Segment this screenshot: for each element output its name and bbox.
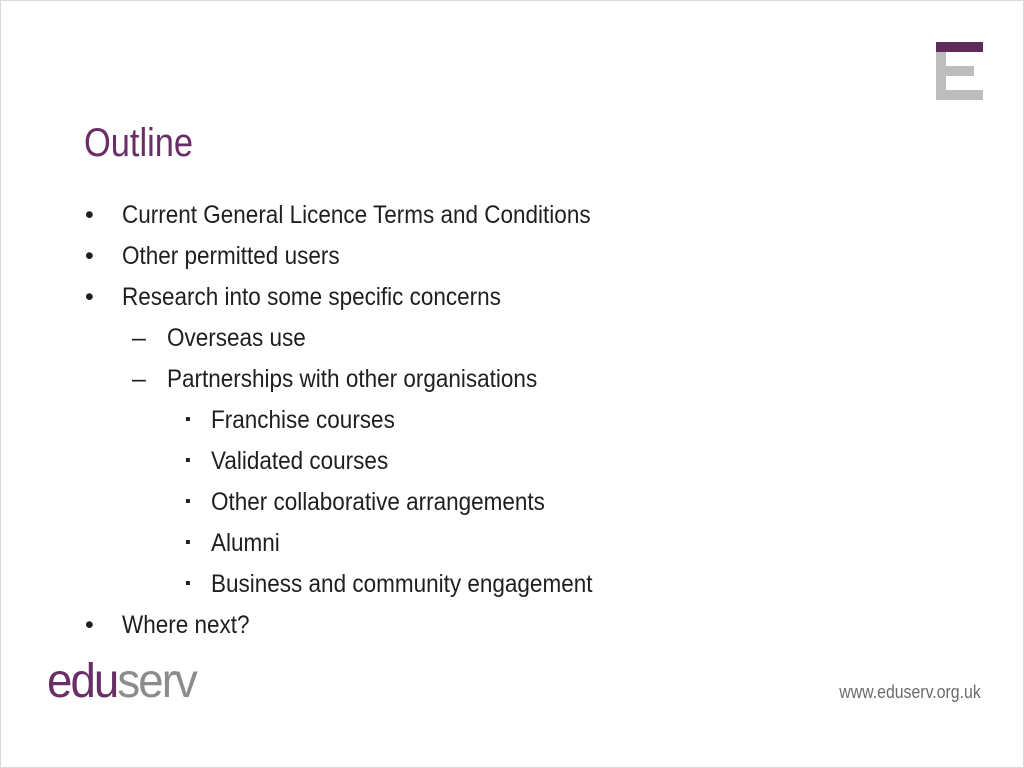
bullet-dash-icon: –	[132, 324, 146, 352]
eduserv-mark-icon	[936, 42, 983, 100]
bullet-square-icon: ▪	[185, 493, 191, 510]
bullet-dot-icon: •	[85, 611, 94, 639]
outline-item-label: Overseas use	[167, 324, 306, 352]
logo-edu-text: edu	[47, 655, 118, 708]
bullet-dot-icon: •	[85, 201, 94, 229]
outline-item-label: Other permitted users	[122, 242, 340, 270]
outline-item-label: Partnerships with other organisations	[167, 365, 538, 393]
outline-item-label: Franchise courses	[211, 406, 395, 434]
outline-item-label: Research into some specific concerns	[122, 283, 501, 311]
logo-serv-text: serv	[117, 655, 196, 708]
bullet-dash-icon: –	[132, 365, 146, 393]
outline-item-label: Alumni	[211, 529, 280, 557]
bullet-dot-icon: •	[85, 242, 94, 270]
slide-title: Outline	[84, 121, 194, 165]
outline-item-label: Where next?	[122, 611, 250, 639]
bullet-square-icon: ▪	[185, 411, 191, 428]
bullet-square-icon: ▪	[185, 575, 191, 592]
mark-middle-bar	[936, 66, 974, 76]
bullet-square-icon: ▪	[185, 534, 191, 551]
eduserv-logo	[47, 654, 196, 710]
mark-top-bar	[936, 42, 983, 52]
bullet-square-icon: ▪	[185, 452, 191, 469]
mark-bottom-bar	[936, 90, 983, 100]
bullet-dot-icon: •	[85, 283, 94, 311]
outline-item-label: Current General Licence Terms and Conditions	[122, 201, 591, 229]
website-url: www.eduserv.org.uk	[839, 682, 981, 702]
outline-item-label: Validated courses	[211, 447, 389, 475]
outline-item-label: Business and community engagement	[211, 570, 593, 598]
outline-item-label: Other collaborative arrangements	[211, 488, 545, 516]
